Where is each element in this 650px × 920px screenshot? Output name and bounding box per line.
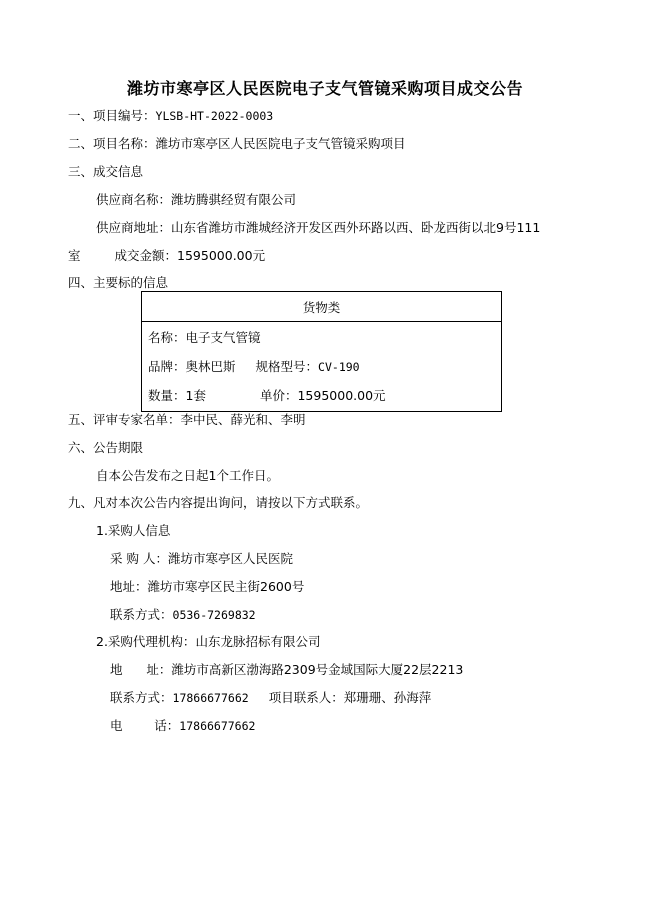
- buyer-name-value: 潍坊市寒亭区人民医院: [167, 551, 293, 566]
- notice-period-text: 自本公告发布之日起1个工作日。: [96, 468, 279, 483]
- agency-address-value: 潍坊市高新区渤海路2309号金域国际大厦22层2213: [171, 662, 464, 677]
- goods-qty-label: 数量：: [148, 388, 186, 403]
- agency-heading-value: 山东龙脉招标有限公司: [195, 634, 321, 649]
- goods-category-cell: 货物类: [142, 292, 502, 322]
- experts-label: 五、评审专家名单：: [68, 412, 181, 427]
- agency-contact-value: 17866677662: [172, 691, 249, 705]
- supplier-name-label: 供应商名称：: [96, 192, 172, 207]
- goods-name-value: 电子支气管镜: [185, 330, 261, 345]
- goods-model-value: CV-190: [318, 360, 360, 374]
- goods-name-row: [148, 323, 495, 352]
- goods-price-value: 1595000.00元: [297, 388, 386, 403]
- buyer-heading: 1.采购人信息: [96, 523, 171, 538]
- goods-price-label: 单价：: [259, 388, 298, 403]
- deal-amount-label: 成交金额：: [114, 248, 178, 263]
- goods-brand-row: [148, 352, 495, 381]
- deal-info-heading: 三、成交信息: [68, 164, 144, 179]
- buyer-address-label: 地址：: [110, 579, 148, 594]
- project-name-value: 潍坊市寒亭区人民医院电子支气管镜采购项目: [155, 136, 406, 151]
- project-name-label: 二、项目名称：: [68, 136, 156, 151]
- supplier-name-line: [96, 190, 296, 208]
- agency-phone-value: 17866677662: [179, 719, 256, 733]
- agency-contact-line: [110, 688, 431, 706]
- agency-phone-line: [110, 716, 255, 734]
- goods-qty-value: 1套: [185, 388, 206, 403]
- contact-heading: 九、凡对本次公告内容提出询问，请按以下方式联系。: [68, 495, 369, 510]
- buyer-name-label: 采 购 人：: [110, 551, 168, 566]
- agency-address-line: [110, 660, 463, 678]
- experts-value: 李中民、薛光和、李明: [180, 412, 306, 427]
- project-name-line: [68, 134, 406, 152]
- goods-table: [141, 291, 502, 412]
- agency-person-value: 郑珊珊、孙海萍: [343, 690, 432, 705]
- goods-qty-row: [148, 381, 495, 410]
- goods-name-label: 名称：: [148, 330, 186, 345]
- buyer-address-value: 潍坊市寒亭区民主街2600号: [147, 579, 305, 594]
- project-number-value: YLSB-HT-2022-0003: [155, 109, 274, 123]
- supplier-name-value: 潍坊腾骐经贸有限公司: [171, 192, 297, 207]
- buyer-contact-line: [110, 605, 256, 623]
- supplier-address-value: 山东省潍坊市潍城经济开发区西外环路以西、卧龙西街以北9号111: [171, 220, 541, 235]
- agency-heading-line: [96, 632, 320, 650]
- goods-detail-cell: [142, 322, 502, 412]
- buyer-contact-value: 0536-7269832: [172, 608, 256, 622]
- buyer-contact-label: 联系方式：: [110, 607, 173, 622]
- goods-brand-label: 品牌：: [148, 359, 186, 374]
- project-number-line: [68, 106, 273, 124]
- notice-period-heading: 六、公告期限: [68, 440, 144, 455]
- buyer-name-line: [110, 549, 293, 567]
- main-subject-heading: 四、主要标的信息: [68, 275, 169, 290]
- agency-heading-label: 2.采购代理机构：: [96, 634, 196, 649]
- agency-contact-label: 联系方式：: [110, 690, 173, 705]
- goods-model-label: 规格型号：: [255, 359, 319, 374]
- experts-line: [68, 410, 306, 428]
- supplier-address-cont: 室: [68, 248, 81, 263]
- supplier-address-cont-line: [68, 246, 265, 264]
- page-title: 潍坊市寒亭区人民医院电子支气管镜采购项目成交公告: [126, 79, 523, 98]
- supplier-address-line: [96, 218, 540, 236]
- supplier-address-label: 供应商地址：: [96, 220, 172, 235]
- agency-phone-label: 电 话：: [110, 718, 180, 733]
- agency-address-label: 地 址：: [110, 662, 172, 677]
- buyer-address-line: [110, 577, 304, 595]
- project-number-label: 一、项目编号：: [68, 108, 156, 123]
- deal-amount-value: 1595000.00元: [177, 248, 266, 263]
- goods-brand-value: 奥林巴斯: [185, 359, 236, 374]
- agency-person-label: 项目联系人：: [268, 690, 344, 705]
